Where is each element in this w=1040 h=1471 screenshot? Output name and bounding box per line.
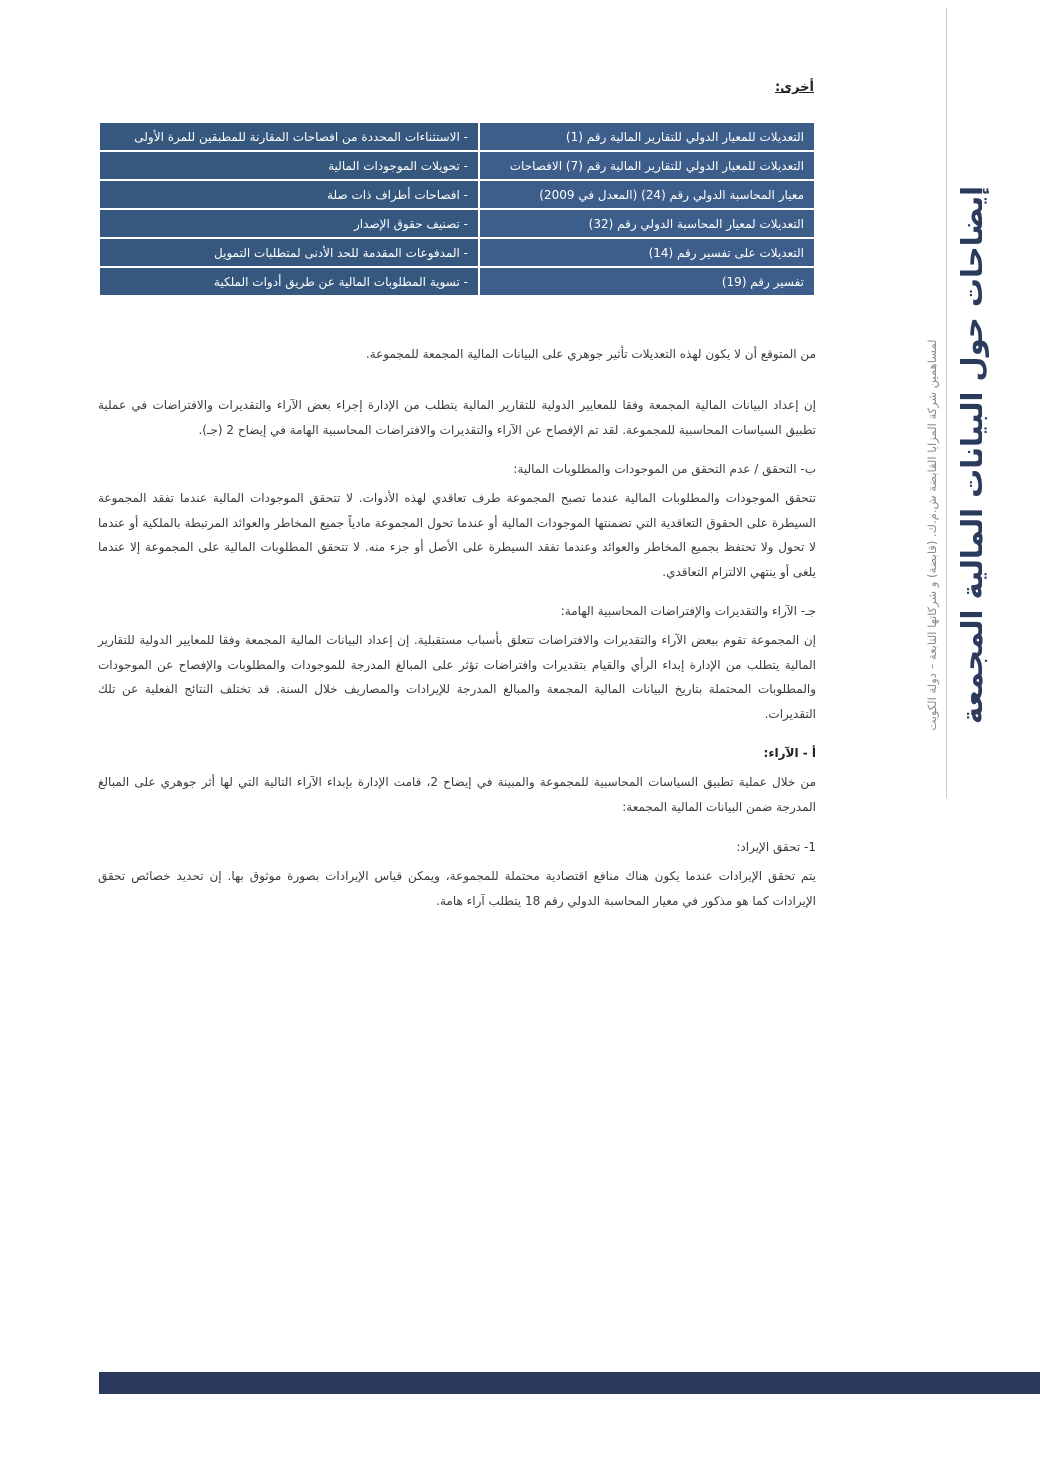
- standard-name-cell: التعديلات للمعيار الدولي للتقارير المالية رقم (1): [479, 122, 815, 151]
- table-row: [99, 209, 815, 238]
- heading-judgements: أ - الآراء:: [763, 746, 816, 760]
- standard-name-cell: التعديلات للمعيار الدولي للتقارير المالية رقم (7) الافصاحات: [479, 151, 815, 180]
- standards-table: [98, 121, 816, 297]
- paragraph-4: إن المجموعة تقوم ببعض الآراء والتقديرات والافتراضات تتعلق بأسباب مستقبلية. إن إعداد البيانات المالية المجمعة وفقا للمعايير الدولية للتقارير المالية يتطلب من الإدارة إبداء الرأي والقيام بتقديرات وافتراضات تؤثر على المبالغ المدرجة للموجودات والمطلوبات والإفصاح عن الموجودات والمطلوبات المحتملة بتاريخ البيانات المالية المجمعة والمبالغ المدرجة للإيرادات والمصاريف خلال السنة. قد تختلف النتائج الفعلية عن تلك التقديرات.: [98, 633, 816, 721]
- paragraph-5: من خلال عملية تطبيق السياسات المحاسبية للمجموعة والمبينة في إيضاح 2، قامت الإدارة بإبداء الآراء التالية التي لها أثر جوهري على المبالغ المدرجة ضمن البيانات المالية المجمعة:: [98, 775, 816, 814]
- standard-name-cell: التعديلات على تفسير رقم (14): [479, 238, 815, 267]
- standard-topic-cell: - تحويلات الموجودات المالية: [99, 151, 479, 180]
- paragraph-6: يتم تحقق الإيرادات عندما يكون هناك منافع اقتصادية محتملة للمجموعة، ويمكن قياس الإيرادات بصورة موثوق بها. إن تحديد خصائص تحقق الإيرادات كما هو مذكور في معيار المحاسبة الدولي رقم 18 يتطلب آراء هامة.: [98, 869, 816, 908]
- side-title: إيضاحات حول البيانات المالية المجمعة: [955, 185, 989, 725]
- standard-name-cell: معيار المحاسبة الدولي رقم (24) (المعدل في 2009): [479, 180, 815, 209]
- table-row: [99, 180, 815, 209]
- paragraph-1: من المتوقع أن لا يكون لهذه التعديلات تأثير جوهري على البيانات المالية المجمعة للمجموعة.: [365, 347, 816, 361]
- standard-name-cell: التعديلات لمعيار المحاسبة الدولي رقم (32): [479, 209, 815, 238]
- vertical-divider: [946, 8, 947, 798]
- heading-judgements-estimates: جـ- الآراء والتقديرات والإفتراضات المحاسبية الهامة:: [560, 604, 816, 618]
- table-row: [99, 238, 815, 267]
- heading-recognition: ب- التحقق / عدم التحقق من الموجودات والمطلوبات المالية:: [513, 462, 816, 476]
- paragraph-2: إن إعداد البيانات المالية المجمعة وفقا للمعايير الدولية للتقارير المالية يتطلب من الإدارة إجراء بعض الآراء والتقديرات والافتراضات في عملية تطبيق السياسات المحاسبية للمجموعة. لقد تم الإفصاح عن الآراء والتقديرات والافتراضات المحاسبية الهامة في إيضاح 2 (جـ).: [98, 398, 816, 437]
- footer-band: [99, 1372, 1040, 1394]
- standard-name-cell: تفسير رقم (19): [479, 267, 815, 296]
- table-row: [99, 267, 815, 296]
- section-heading-other: أخرى:: [774, 80, 814, 95]
- standard-topic-cell: - افصاحات أطراف ذات صلة: [99, 180, 479, 209]
- standard-topic-cell: - الاستثناءات المحددة من افصاحات المقارنة للمطبقين للمرة الأولى: [99, 122, 479, 151]
- standard-topic-cell: - المدفوعات المقدمة للحد الأدنى لمتطلبات التمويل: [99, 238, 479, 267]
- side-subtitle: لمساهمين شركة المزايا القابضة ش.م.ك. (قابضة) و شركاتها التابعة – دولة الكويت: [925, 339, 939, 731]
- table-row: [99, 122, 815, 151]
- standard-topic-cell: - تصنيف حقوق الإصدار: [99, 209, 479, 238]
- paragraph-3: تتحقق الموجودات والمطلوبات المالية عندما تصبح المجموعة طرف تعاقدي لهذه الأدوات. لا تتحقق الموجودات المالية عندما تفقد المجموعة السيطرة على الحقوق التعاقدية التي تضمنتها الموجودات المالية أو عندما تحول المجموعة مادياً جميع المخاطر والعوائد المرتبطة بالملكية أو عندما لا تحول ولا تحتفظ بجميع المخاطر والعوائد وعندما تفقد السيطرة على الأصل أو جزء منه. لا تتحقق المطلوبات المالية على المجموعة إلا عندما يلغى أو ينتهي الالتزام التعاقدي.: [98, 491, 816, 579]
- standard-topic-cell: - تسوية المطلوبات المالية عن طريق أدوات الملكية: [99, 267, 479, 296]
- heading-revenue: 1- تحقق الإيراد:: [736, 840, 816, 854]
- table-row: [99, 151, 815, 180]
